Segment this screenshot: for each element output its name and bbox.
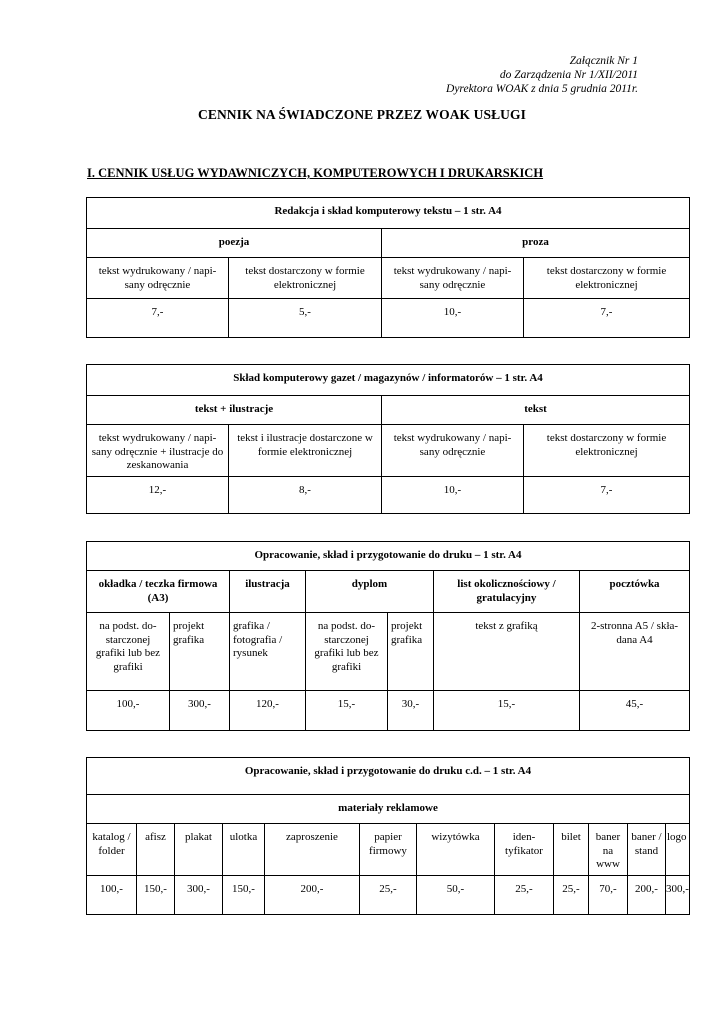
column-header: afisz <box>137 824 175 876</box>
price-cell: 300,- <box>170 691 230 731</box>
price-cell: 50,- <box>417 875 495 914</box>
column-header: baner na www <box>589 824 628 876</box>
table-advertising-materials <box>86 757 690 915</box>
column-header: iden-tyfikator <box>495 824 554 876</box>
column-header: na podst. do-starczonej grafiki lub bez grafiki <box>87 613 170 691</box>
price-cell: 25,- <box>554 875 589 914</box>
column-header: ulotka <box>223 824 265 876</box>
price-cell: 25,- <box>495 875 554 914</box>
price-cell: 7,- <box>87 299 229 338</box>
price-cell: 10,- <box>382 299 524 338</box>
price-cell: 300,- <box>175 875 223 914</box>
group-header-cover: okładka / teczka firmowa (A3) <box>87 571 230 613</box>
annex-note <box>318 54 638 96</box>
group-header-prose: proza <box>382 229 690 258</box>
price-cell: 100,- <box>87 875 137 914</box>
table-caption: Opracowanie, skład i przygotowanie do druku c.d. – 1 str. A4 <box>87 758 690 795</box>
column-header: wizytówka <box>417 824 495 876</box>
price-cell: 12,- <box>87 477 229 514</box>
column-header: plakat <box>175 824 223 876</box>
group-header-poetry: poezja <box>87 229 382 258</box>
annex-line-1: Załącznik Nr 1 <box>569 55 638 67</box>
annex-line-2: do Zarządzenia Nr 1/XII/2011 <box>499 69 638 81</box>
price-cell: 15,- <box>434 691 580 731</box>
column-header: bilet <box>554 824 589 876</box>
column-header: grafika / fotografia / rysunek <box>230 613 306 691</box>
column-header: tekst wydrukowany / napi-sany odręcznie + ilustracje do zeskanowania <box>87 425 229 477</box>
column-header: tekst wydrukowany / napi-sany odręcznie <box>87 258 229 299</box>
column-header: projekt grafika <box>388 613 434 691</box>
column-header: tekst dostarczony w formie elektronicznej <box>229 258 382 299</box>
column-header: baner / stand <box>628 824 666 876</box>
price-cell: 200,- <box>628 875 666 914</box>
price-cell: 70,- <box>589 875 628 914</box>
group-header-illustration: ilustracja <box>230 571 306 613</box>
column-header: tekst dostarczony w formie elektronicznej <box>524 425 690 477</box>
group-header-postcard: pocztówka <box>580 571 690 613</box>
price-cell: 30,- <box>388 691 434 731</box>
price-cell: 8,- <box>229 477 382 514</box>
table-caption: Opracowanie, skład i przygotowanie do druku – 1 str. A4 <box>87 542 690 571</box>
table-print-preparation <box>86 541 690 731</box>
section-title: I. CENNIK USŁUG WYDAWNICZYCH, KOMPUTEROWYCH I DRUKARSKICH <box>87 166 544 180</box>
column-header: 2-stronna A5 / skła-dana A4 <box>580 613 690 691</box>
column-header: katalog / folder <box>87 824 137 876</box>
table-periodical-typesetting <box>86 364 690 514</box>
table-caption: Skład komputerowy gazet / magazynów / informatorów – 1 str. A4 <box>87 365 690 396</box>
price-cell: 10,- <box>382 477 524 514</box>
group-header-advertising: materiały reklamowe <box>87 795 690 824</box>
price-cell: 45,- <box>580 691 690 731</box>
column-header: tekst wydrukowany / napi-sany odręcznie <box>382 258 524 299</box>
price-cell: 7,- <box>524 299 690 338</box>
annex-line-3: Dyrektora WOAK z dnia 5 grudnia 2011r. <box>446 83 638 95</box>
table-text-editing <box>86 197 690 338</box>
price-cell: 120,- <box>230 691 306 731</box>
column-header: zaproszenie <box>265 824 360 876</box>
column-header: tekst wydrukowany / napi-sany odręcznie <box>382 425 524 477</box>
price-cell: 100,- <box>87 691 170 731</box>
table-caption: Redakcja i skład komputerowy tekstu – 1 str. A4 <box>87 198 690 229</box>
group-header-diploma: dyplom <box>306 571 434 613</box>
price-cell: 200,- <box>265 875 360 914</box>
page-title: CENNIK NA ŚWIADCZONE PRZEZ WOAK USŁUGI <box>198 107 526 122</box>
group-header-text: tekst <box>382 396 690 425</box>
column-header: papier firmowy <box>360 824 417 876</box>
price-cell: 15,- <box>306 691 388 731</box>
price-cell: 150,- <box>137 875 175 914</box>
column-header: tekst dostarczony w formie elektronicznej <box>524 258 690 299</box>
column-header: tekst i ilustracje dostarczone w formie elektronicznej <box>229 425 382 477</box>
column-header: tekst z grafiką <box>434 613 580 691</box>
column-header: na podst. do-starczonej grafiki lub bez grafiki <box>306 613 388 691</box>
column-header: logo <box>666 824 690 876</box>
group-header-text-illustrations: tekst + ilustracje <box>87 396 382 425</box>
price-cell: 150,- <box>223 875 265 914</box>
price-cell: 25,- <box>360 875 417 914</box>
column-header: projekt grafika <box>170 613 230 691</box>
group-header-letter: list okolicznościowy / gratulacyjny <box>434 571 580 613</box>
price-cell: 300,- <box>666 875 690 914</box>
price-cell: 5,- <box>229 299 382 338</box>
price-cell: 7,- <box>524 477 690 514</box>
